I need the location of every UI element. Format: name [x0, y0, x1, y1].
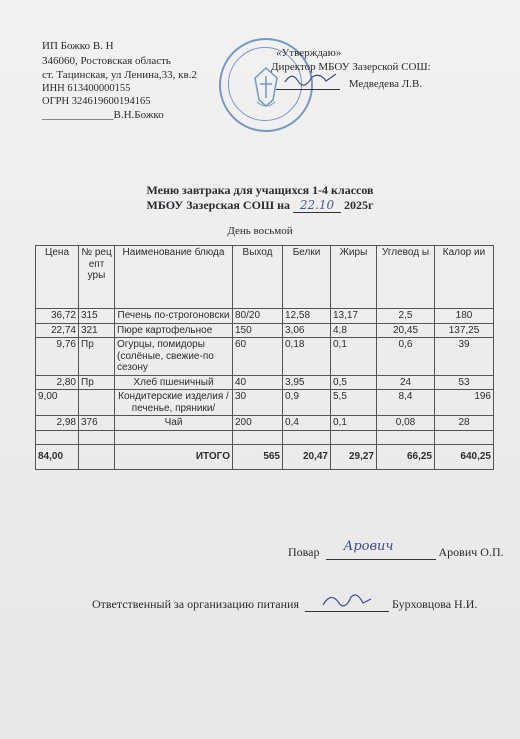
day-label: День восьмой — [227, 225, 293, 237]
total-label: ИТОГО — [115, 444, 233, 469]
total-calories: 640,25 — [435, 444, 494, 469]
cell-fat: 5,5 — [331, 390, 377, 416]
handwritten-signature-icon — [282, 69, 346, 87]
cell-portion: 200 — [233, 416, 283, 431]
cell-carbs: 0,6 — [377, 338, 435, 376]
cell-portion: 80/20 — [233, 309, 283, 324]
menu-year: 2025г — [344, 198, 374, 212]
responsible-signature-row — [92, 597, 477, 612]
school-name: МБОУ Зазерская СОШ на — [146, 198, 290, 212]
approval-heading: «Утверждаю» — [276, 47, 342, 59]
total-carbs: 66,25 — [377, 444, 435, 469]
cell-protein: 0,4 — [283, 416, 331, 431]
cell-calories: 53 — [435, 375, 494, 390]
cell-price: 36,72 — [36, 309, 79, 324]
total-protein: 20,47 — [283, 444, 331, 469]
signatory-name: В.Н.Божко — [113, 109, 164, 121]
cell-protein: 0,9 — [283, 390, 331, 416]
cell-recipe: 321 — [79, 323, 115, 338]
cell-calories: 137,25 — [435, 323, 494, 338]
table-row — [36, 390, 494, 416]
cell-fat: 13,17 — [331, 309, 377, 324]
table-header-row — [36, 246, 494, 309]
responsible-label: Ответственный за организацию питания — [92, 597, 299, 611]
cell-protein: 3,95 — [283, 375, 331, 390]
menu-title: Меню завтрака для учащихся 1-4 классов — [146, 183, 374, 197]
responsible-name: Бурховцова Н.И. — [392, 597, 478, 611]
cell-recipe: 315 — [79, 309, 115, 324]
cell-recipe — [79, 390, 115, 416]
cell-price: 9,76 — [36, 338, 79, 376]
company-signatory — [42, 109, 164, 122]
approver-signature-line — [276, 75, 340, 90]
total-price: 84,00 — [36, 444, 79, 469]
col-header-fat: Жиры — [331, 246, 377, 309]
cook-signature-line — [326, 539, 436, 560]
cell-dish: Печень по-строгоновски — [115, 309, 233, 324]
table-row — [36, 309, 494, 324]
cell-portion: 60 — [233, 338, 283, 376]
cell-recipe: 376 — [79, 416, 115, 431]
cell-calories: 39 — [435, 338, 494, 376]
col-header-price: Цена — [36, 246, 79, 309]
cook-label: Повар — [288, 545, 320, 559]
table-row — [36, 323, 494, 338]
company-ogrn: ОГРН 324619600194165 — [42, 96, 151, 107]
cell-price: 22,74 — [36, 323, 79, 338]
cell-carbs: 24 — [377, 375, 435, 390]
cell-dish: Хлеб пшеничный — [115, 375, 233, 390]
col-header-protein: Белки — [283, 246, 331, 309]
cook-name: Арович О.П. — [438, 545, 504, 559]
col-header-portion: Выход — [233, 246, 283, 309]
col-header-carbs: Углевод ы — [377, 246, 435, 309]
company-address-2: ст. Тацинская, ул Ленина,33, кв.2 — [42, 69, 197, 81]
cell-recipe: Пр — [79, 375, 115, 390]
total-fat: 29,27 — [331, 444, 377, 469]
cell-protein: 0,18 — [283, 338, 331, 376]
cell-dish: Огурцы, помидоры (солёные, свежие-по сезону — [115, 338, 233, 376]
cell-recipe: Пр — [79, 338, 115, 376]
col-header-dish: Наименование блюда — [115, 246, 233, 309]
cell-portion: 30 — [233, 390, 283, 416]
cell-calories: 196 — [435, 390, 494, 416]
menu-date: 22.10 — [293, 198, 341, 213]
menu-table — [35, 245, 494, 470]
cell-price: 2,80 — [36, 375, 79, 390]
cook-handwritten-signature: Арович — [343, 539, 394, 554]
table-row — [36, 416, 494, 431]
total-recipe — [79, 444, 115, 469]
cell-carbs: 0,08 — [377, 416, 435, 431]
cell-carbs: 2,5 — [377, 309, 435, 324]
table-row-empty — [36, 430, 494, 444]
cell-calories: 28 — [435, 416, 494, 431]
approver-name: Медведева Л.В. — [348, 77, 423, 90]
cell-dish: Пюре картофельное — [115, 323, 233, 338]
col-header-calories: Калор ии — [435, 246, 494, 309]
responsible-signature-line — [305, 597, 389, 612]
approver-signature — [276, 75, 422, 90]
cell-protein: 3,06 — [283, 323, 331, 338]
cell-price: 9,00 — [36, 390, 79, 416]
cell-calories: 180 — [435, 309, 494, 324]
company-address-1: 346060, Ростовская область — [42, 55, 171, 67]
menu-subtitle — [0, 198, 520, 213]
approver-title: Директор МБОУ Зазерской СОШ: — [271, 61, 431, 73]
cell-carbs: 8,4 — [377, 390, 435, 416]
table-total-row — [36, 444, 494, 469]
col-header-recipe: № рец епт уры — [79, 246, 115, 309]
cell-price: 2,98 — [36, 416, 79, 431]
cell-fat: 0,1 — [331, 416, 377, 431]
cell-portion: 150 — [233, 323, 283, 338]
cook-signature-row — [288, 539, 504, 560]
cell-carbs: 20,45 — [377, 323, 435, 338]
signature-line: _____________ — [42, 109, 114, 121]
company-name: ИП Божко В. Н — [42, 40, 114, 52]
cell-fat: 0,1 — [331, 338, 377, 376]
table-row — [36, 375, 494, 390]
cell-dish: Кондитерские изделия /печенье, пряники/ — [115, 390, 233, 416]
table-row — [36, 338, 494, 376]
cell-fat: 4,8 — [331, 323, 377, 338]
cell-protein: 12,58 — [283, 309, 331, 324]
cell-dish: Чай — [115, 416, 233, 431]
cell-fat: 0,5 — [331, 375, 377, 390]
company-inn: ИНН 613400000155 — [42, 83, 131, 94]
handwritten-signature-icon — [317, 589, 377, 613]
cell-portion: 40 — [233, 375, 283, 390]
total-portion: 565 — [233, 444, 283, 469]
